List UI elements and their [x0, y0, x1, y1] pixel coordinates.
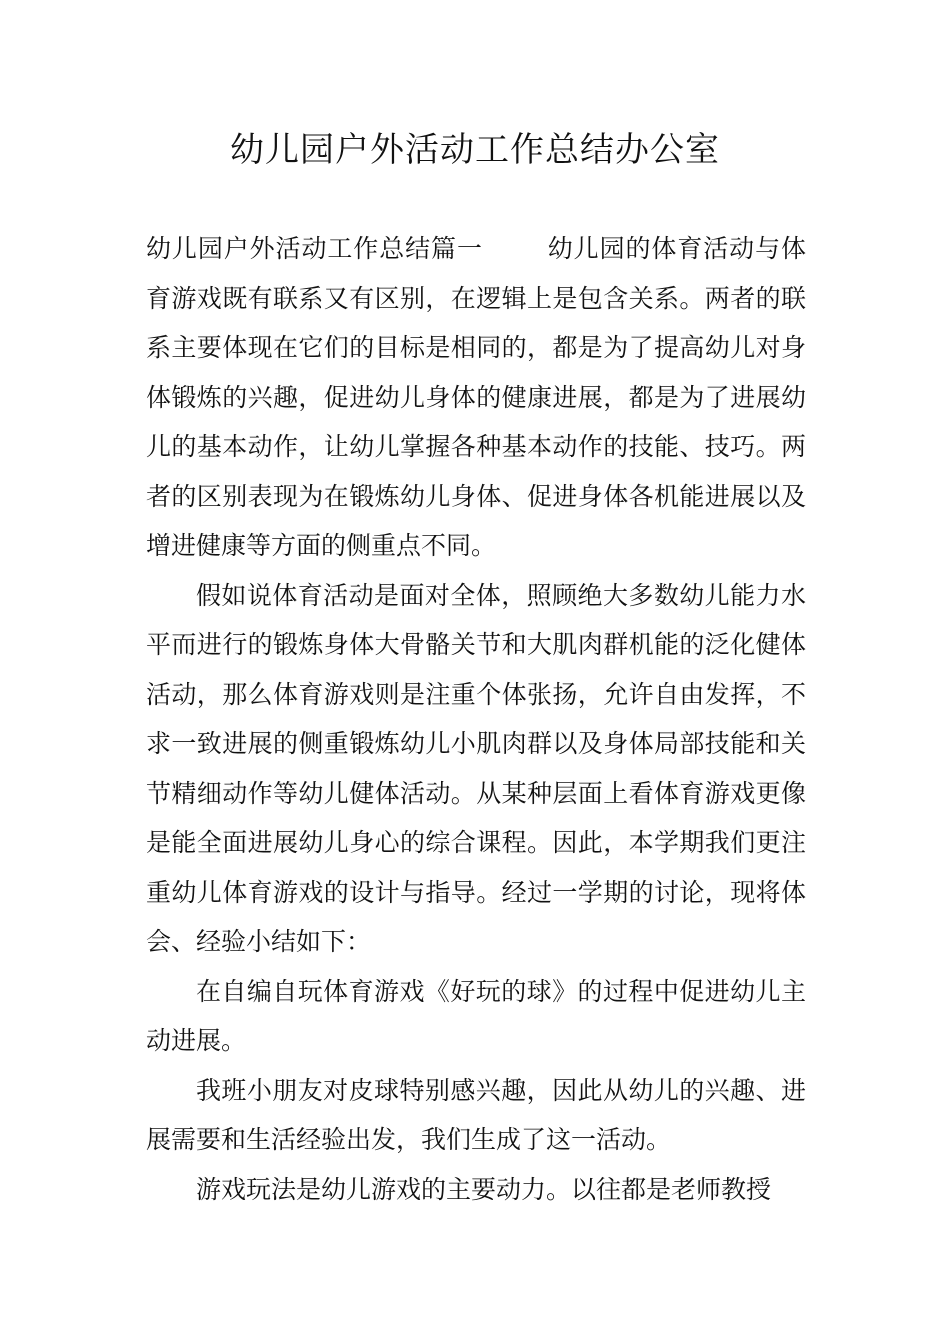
paragraph-3: 在自编自玩体育游戏《好玩的球》的过程中促进幼儿主动进展。: [146, 976, 806, 1055]
paragraph-1-text: 幼儿园的体育活动与体育游戏既有联系又有区别，在逻辑上是包含关系。两者的联系主要体现在它们的目标是相同的，都是为了提高幼儿对身体锻炼的兴趣，促进幼儿身体的健康进展，都是为了进展幼儿的基本动作，让幼儿掌握各种基本动作的技能、技巧。两者的区别表现为在锻炼幼儿身体、促进身体各机能进展以及增进健康等方面的侧重点不同。: [146, 234, 806, 560]
paragraph-2: 假如说体育活动是面对全体，照顾绝大多数幼儿能力水平而进行的锻炼身体大骨骼关节和大肌肉群机能的泛化健体活动，那么体育游戏则是注重个体张扬，允许自由发挥，不求一致进展的侧重锻炼幼儿小肌肉群以及身体局部技能和关节精细动作等幼儿健体活动。从某种层面上看体育游戏更像是能全面进展幼儿身心的综合课程。因此，本学期我们更注重幼儿体育游戏的设计与指导。经过一学期的讨论，现将体会、经验小结如下：: [146, 580, 806, 956]
paragraph-5: 游戏玩法是幼儿游戏的主要动力。以往都是老师教授: [196, 1174, 772, 1204]
document-title: 幼儿园户外活动工作总结办公室: [230, 130, 720, 170]
document-body: [146, 224, 806, 1214]
section-heading: 幼儿园户外活动工作总结篇一: [146, 234, 483, 263]
paragraph-4: 我班小朋友对皮球特别感兴趣，因此从幼儿的兴趣、进展需要和生活经验出发，我们生成了这一活动。: [146, 1075, 806, 1154]
paragraph-1: [146, 224, 806, 571]
